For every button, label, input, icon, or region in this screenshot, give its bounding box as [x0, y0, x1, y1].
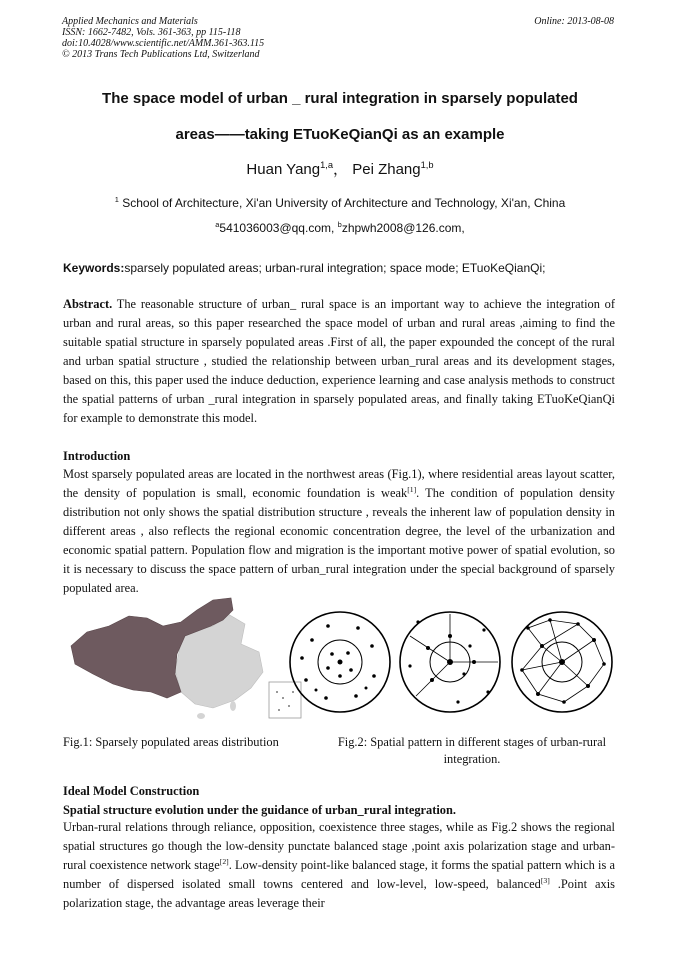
intro-text: . The condition of population density distribution not only shows the spatial distribution structure , reveals the inherent law of population density in different areas , also reflects the regional economic concentration degree, the level of the urbanization and economic spatial pattern. Population flow and migration is the important motive power of spatial evolution, so it is necessary to discuss the space pattern of urban_rural integration under the special background of sparsely populated area.	[63, 486, 616, 595]
author-name: Huan Yang	[246, 161, 321, 178]
journal-line: ISSN: 1662-7482, Vols. 361-363, pp 115-118	[62, 27, 241, 38]
author-sup: 1,b	[420, 160, 434, 170]
author-name: Pei Zhang	[352, 161, 421, 178]
model-text: .Point axis polarization stage, the advantage areas leverage their	[63, 877, 616, 910]
abstract-label: Abstract.	[63, 297, 113, 311]
abstract	[63, 295, 615, 428]
email-a: 541036003@qq.com,	[219, 221, 335, 235]
email-b: zhpwh2008@126.com,	[341, 221, 465, 235]
email-sup: a	[215, 220, 220, 229]
figure-1-map	[63, 596, 313, 724]
subsection-heading: Spatial structure evolution under the guidance of urban_rural integration.	[63, 803, 456, 817]
paper-title-line-2: areas——taking ETuoKeQianQi as an example	[175, 126, 505, 143]
section-heading-model: Ideal Model Construction	[63, 784, 200, 798]
model-text: . Low-density point-like balanced stage, it forms the spatial pattern which is a number of dispersed isolated small towns centered and low-level, low-speed, balanced	[63, 858, 615, 891]
model-paragraph	[63, 818, 615, 913]
authors	[40, 158, 640, 179]
emails	[40, 221, 640, 235]
keywords-text: sparsely populated areas; urban-rural integration; space mode; ETuoKeQianQi;	[124, 261, 546, 275]
author-sup: 1,a	[320, 160, 334, 170]
citation: [2]	[219, 856, 229, 866]
affiliation-sup: 1	[114, 195, 119, 204]
journal-info	[62, 16, 264, 60]
keywords	[63, 261, 545, 275]
journal-line: Applied Mechanics and Materials	[62, 16, 198, 27]
model-text: Urban-rural relations through reliance, opposition, coexistence three stages, while as Fig.2 shows the regional spatial structures go though the low-density punctate balanced stage ,point axis polarization stage and urban-rural coexistence network stage	[63, 820, 615, 872]
email-sup: b	[337, 220, 342, 229]
online-date: Online: 2013-08-08	[534, 16, 614, 27]
author-separator: ，	[333, 161, 349, 178]
affiliation-text: School of Architecture, Xi'an University of Architecture and Technology, Xi'an, China	[122, 196, 566, 210]
keywords-label: Keywords:	[63, 261, 125, 275]
abstract-text: The reasonable structure of urban_ rural space is an important way to achieve the integration of urban and rural areas, so this paper researched the space model of urban and rural areas ,aiming to find the suitable spatial structure in sparsely populated areas .First of all, the paper expounded the concept of the rural and urban spatial structure , studied the relationship between urban_rural areas and its development stages, based on this, this paper used the induce deduction, experience learning and case analysis methods to construct the spatial patterns of urban _rural integration in sparsely populated areas, and finally taking ETuoKeQianQi for example to demonstrate this model.	[63, 297, 616, 425]
section-heading-introduction: Introduction	[63, 449, 131, 463]
journal-line: doi:10.4028/www.scientific.net/AMM.361-363.115	[62, 38, 265, 49]
introduction-paragraph	[63, 465, 615, 598]
citation: [1]	[407, 484, 417, 494]
figure-2-spatial-patterns	[288, 606, 618, 716]
intro-text: Most sparsely populated areas are located in the northwest areas (Fig.1), where residential areas layout scatter, the density of population is small, economic foundation is weak	[63, 467, 615, 500]
journal-line: © 2013 Trans Tech Publications Ltd, Switzerland	[62, 49, 260, 60]
citation: [3]	[540, 875, 550, 885]
figure-2-caption: Fig.2: Spatial pattern in different stages of urban-rural integration.	[337, 735, 607, 766]
paper-title-line-1: The space model of urban _ rural integration in sparsely populated	[102, 90, 578, 107]
affiliation	[40, 196, 640, 210]
figure-1-caption: Fig.1: Sparsely populated areas distribution	[63, 735, 279, 749]
